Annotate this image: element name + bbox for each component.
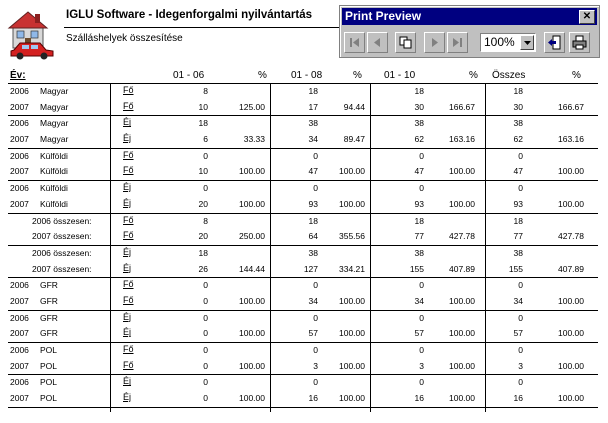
cell-pc3: 100.00 xyxy=(449,393,475,404)
printer-icon xyxy=(572,35,587,50)
cell-pc1: 100.00 xyxy=(239,360,265,371)
cell-v1: 0 xyxy=(203,328,208,339)
cell-v3: 155 xyxy=(409,263,424,274)
cell-label: Magyar xyxy=(40,101,69,112)
cell-v4: 0 xyxy=(518,312,523,323)
cell-pc3: 407.89 xyxy=(449,263,475,274)
cell-v1: 0 xyxy=(203,360,208,371)
cell-v2: 38 xyxy=(308,247,318,258)
table-row xyxy=(8,359,598,376)
cell-v2: 57 xyxy=(308,328,318,339)
table-row xyxy=(8,311,598,327)
cell-fa: Éj xyxy=(123,117,132,128)
cell-pc4: 100.00 xyxy=(558,198,584,209)
cell-v4: 38 xyxy=(513,247,523,258)
cell-v4: 77 xyxy=(513,231,523,242)
cell-year: 2007 xyxy=(10,101,29,112)
cell-label: Külföldi xyxy=(40,198,68,209)
cell-year: 2007 xyxy=(10,393,29,404)
cell-v1: 18 xyxy=(198,118,208,129)
cell-year: 2006 xyxy=(10,377,29,388)
cell-v2: 34 xyxy=(308,134,318,145)
cell-v4: 30 xyxy=(513,101,523,112)
cell-pc2: 100.00 xyxy=(339,328,365,339)
cell-pc3: 100.00 xyxy=(449,328,475,339)
last-page-button[interactable] xyxy=(447,32,468,53)
cell-pc4: 163.16 xyxy=(558,134,584,145)
cell-fa: Fő xyxy=(123,344,134,354)
zoom-dropdown-button[interactable] xyxy=(520,35,534,50)
table-row xyxy=(8,100,598,117)
cell-v3: 0 xyxy=(419,345,424,355)
cell-year: 2006 xyxy=(10,312,29,323)
copy-pages-icon xyxy=(398,35,413,50)
table-row xyxy=(8,84,598,100)
table-row xyxy=(8,326,598,343)
cell-v4: 93 xyxy=(513,198,523,209)
cell-v3: 38 xyxy=(414,247,424,258)
cell-fa: Éj xyxy=(123,262,132,273)
cell-v1: 8 xyxy=(203,86,208,96)
cell-pc4: 100.00 xyxy=(558,328,584,339)
print-preview-titlebar[interactable] xyxy=(342,8,597,25)
cell-v3: 30 xyxy=(414,101,424,112)
col-pct-2: % xyxy=(353,70,362,81)
cell-fa: Fő xyxy=(123,85,134,95)
cell-fa: Fő xyxy=(123,294,134,305)
first-page-button[interactable] xyxy=(344,32,365,53)
cell-fa: Éj xyxy=(123,246,132,257)
cell-v2: 34 xyxy=(308,295,318,306)
cell-fa: Fő xyxy=(123,359,134,370)
cell-v4: 62 xyxy=(513,134,523,145)
cell-label: Magyar xyxy=(40,118,69,129)
cell-v4: 3 xyxy=(518,360,523,371)
cell-pc2: 100.00 xyxy=(339,166,365,177)
cell-v3: 38 xyxy=(414,118,424,129)
cell-pc2: 100.00 xyxy=(339,360,365,371)
table-row xyxy=(8,246,598,262)
cell-pc4: 100.00 xyxy=(558,360,584,371)
cell-year: 2006 xyxy=(10,345,29,355)
cell-pc3: 100.00 xyxy=(449,166,475,177)
col-period-2: 01 - 08 xyxy=(291,70,323,81)
cell-v4: 57 xyxy=(513,328,523,339)
cell-pc1: 144.44 xyxy=(239,263,265,274)
cell-pc2: 94.44 xyxy=(343,101,365,112)
col-period-1: 01 - 06 xyxy=(173,70,205,81)
cell-v1: 10 xyxy=(198,166,208,177)
copy-button[interactable] xyxy=(395,32,416,53)
cell-v4: 18 xyxy=(513,215,523,226)
cell-v2: 16 xyxy=(308,393,318,404)
next-page-button[interactable] xyxy=(424,32,445,53)
cell-label: GFR xyxy=(40,328,58,339)
col-pct-4: % xyxy=(572,70,581,81)
cell-fa: Fő xyxy=(123,165,134,176)
report-title: Szálláshelyek összesítése xyxy=(66,33,183,44)
cell-v1: 0 xyxy=(203,280,208,291)
cell-label: Magyar xyxy=(40,86,69,96)
cell-label: POL xyxy=(40,393,58,404)
table-row xyxy=(8,343,598,359)
cell-v3: 0 xyxy=(419,377,424,388)
cell-year: 2006 xyxy=(10,150,29,161)
cell-v2: 0 xyxy=(313,150,318,161)
cell-pc4: 166.67 xyxy=(558,101,584,112)
report-column-header xyxy=(8,70,598,83)
cell-pc1: 33.33 xyxy=(243,134,265,145)
cell-year: 2006 xyxy=(10,86,29,96)
cell-pc3: 163.16 xyxy=(449,134,475,145)
cell-v2: 127 xyxy=(303,263,318,274)
cell-v1: 0 xyxy=(203,345,208,355)
cell-v2: 38 xyxy=(308,118,318,129)
cell-label: GFR xyxy=(40,280,58,291)
cell-v3: 93 xyxy=(414,198,424,209)
cell-label: GFR xyxy=(40,312,58,323)
cell-pc2: 100.00 xyxy=(339,295,365,306)
cell-v2: 0 xyxy=(313,312,318,323)
cell-year: 2007 xyxy=(10,198,29,209)
cell-v1: 0 xyxy=(203,183,208,194)
cell-v3: 18 xyxy=(414,215,424,226)
cell-v3: 0 xyxy=(419,280,424,291)
cell-v2: 64 xyxy=(308,231,318,242)
cell-label: 2007 összesen: xyxy=(32,263,92,274)
cell-v2: 18 xyxy=(308,86,318,96)
cell-v2: 17 xyxy=(308,101,318,112)
table-row xyxy=(8,116,598,132)
cell-v1: 20 xyxy=(198,198,208,209)
col-period-3: 01 - 10 xyxy=(384,70,416,81)
cell-label: Külföldi xyxy=(40,183,68,194)
cell-v1: 18 xyxy=(198,247,208,258)
cell-fa: Fő xyxy=(123,214,134,225)
cell-v1: 0 xyxy=(203,312,208,323)
cell-pc3: 166.67 xyxy=(449,101,475,112)
table-row xyxy=(8,214,598,230)
cell-fa: Éj xyxy=(123,133,132,144)
cell-pc2: 100.00 xyxy=(339,393,365,404)
previous-page-icon xyxy=(370,35,385,50)
cell-year: 2006 xyxy=(10,118,29,129)
cell-v2: 3 xyxy=(313,360,318,371)
cell-year: 2007 xyxy=(10,166,29,177)
zoom-select[interactable] xyxy=(480,33,536,52)
cell-v4: 155 xyxy=(508,263,523,274)
cell-v1: 0 xyxy=(203,393,208,404)
exit-door-icon xyxy=(547,35,562,50)
cell-pc1: 100.00 xyxy=(239,166,265,177)
cell-pc2: 355.56 xyxy=(339,231,365,242)
cell-pc1: 100.00 xyxy=(239,328,265,339)
cell-v3: 0 xyxy=(419,312,424,323)
cell-year: 2007 xyxy=(10,134,29,145)
cell-label: Magyar xyxy=(40,134,69,145)
col-total: Összes xyxy=(492,70,526,81)
cell-pc1: 125.00 xyxy=(239,101,265,112)
app-title: IGLU Software - Idegenforgalmi nyilvántartás xyxy=(66,9,313,21)
cell-v2: 47 xyxy=(308,166,318,177)
exit-button[interactable] xyxy=(544,32,565,53)
cell-v3: 0 xyxy=(419,183,424,194)
cell-fa: Éj xyxy=(123,327,132,338)
cell-pc2: 334.21 xyxy=(339,263,365,274)
cell-v4: 34 xyxy=(513,295,523,306)
cell-v2: 0 xyxy=(313,280,318,291)
table-row xyxy=(8,132,598,149)
col-pct-1: % xyxy=(258,70,267,81)
cell-v1: 0 xyxy=(203,377,208,388)
cell-label: POL xyxy=(40,345,58,355)
cell-v4: 0 xyxy=(518,183,523,194)
cell-v1: 0 xyxy=(203,295,208,306)
zoom-value: 100% xyxy=(484,35,515,49)
cell-label: GFR xyxy=(40,295,58,306)
cell-pc4: 100.00 xyxy=(558,393,584,404)
print-button[interactable] xyxy=(569,32,590,53)
cell-year: 2007 xyxy=(10,295,29,306)
cell-fa: Fő xyxy=(123,100,134,111)
table-row xyxy=(8,391,598,408)
cell-pc4: 100.00 xyxy=(558,166,584,177)
cell-year: 2006 xyxy=(10,183,29,194)
cell-v1: 26 xyxy=(198,263,208,274)
cell-fa: Éj xyxy=(123,182,132,193)
cell-v4: 18 xyxy=(513,86,523,96)
next-page-icon xyxy=(427,35,442,50)
cell-v3: 34 xyxy=(414,295,424,306)
cell-v3: 57 xyxy=(414,328,424,339)
cell-v4: 47 xyxy=(513,166,523,177)
report-table xyxy=(8,84,598,408)
cell-v4: 0 xyxy=(518,280,523,291)
cell-v3: 47 xyxy=(414,166,424,177)
cell-pc1: 100.00 xyxy=(239,198,265,209)
house-car-logo-icon xyxy=(6,8,58,60)
cell-label: POL xyxy=(40,377,58,388)
cell-v3: 3 xyxy=(419,360,424,371)
cell-fa: Fő xyxy=(123,149,134,160)
close-button[interactable] xyxy=(579,10,595,24)
cell-v4: 0 xyxy=(518,150,523,161)
print-preview-title: Print Preview xyxy=(345,9,422,23)
cell-fa: Éj xyxy=(123,392,132,403)
cell-fa: Fő xyxy=(123,230,134,241)
cell-pc2: 89.47 xyxy=(343,134,365,145)
cell-v1: 0 xyxy=(203,150,208,161)
cell-year: 2006 xyxy=(10,280,29,291)
print-preview-window xyxy=(339,5,600,58)
title-divider xyxy=(64,27,340,28)
table-row xyxy=(8,164,598,181)
cell-v4: 38 xyxy=(513,118,523,129)
cell-v1: 20 xyxy=(198,231,208,242)
cell-pc2: 100.00 xyxy=(339,198,365,209)
cell-v3: 77 xyxy=(414,231,424,242)
cell-v2: 0 xyxy=(313,377,318,388)
cell-v3: 18 xyxy=(414,86,424,96)
cell-year: 2007 xyxy=(10,360,29,371)
chevron-down-icon xyxy=(524,41,531,45)
table-row xyxy=(8,149,598,165)
table-row xyxy=(8,181,598,197)
cell-pc4: 407.89 xyxy=(558,263,584,274)
cell-pc3: 100.00 xyxy=(449,360,475,371)
last-page-icon xyxy=(450,35,465,50)
table-row xyxy=(8,262,598,279)
cell-pc1: 250.00 xyxy=(239,231,265,242)
cell-pc4: 427.78 xyxy=(558,231,584,242)
cell-v3: 62 xyxy=(414,134,424,145)
first-page-icon xyxy=(347,35,362,50)
cell-v2: 0 xyxy=(313,183,318,194)
close-icon: ✕ xyxy=(582,11,592,22)
cell-v2: 0 xyxy=(313,345,318,355)
table-row xyxy=(8,229,598,246)
col-ev: Év: xyxy=(10,70,26,81)
table-row xyxy=(8,278,598,294)
cell-pc3: 100.00 xyxy=(449,295,475,306)
cell-label: 2007 összesen: xyxy=(32,231,92,242)
cell-fa: Éj xyxy=(123,197,132,208)
table-row xyxy=(8,375,598,391)
cell-label: Külföldi xyxy=(40,166,68,177)
cell-label: Külföldi xyxy=(40,150,68,161)
cell-pc3: 100.00 xyxy=(449,198,475,209)
cell-fa: Éj xyxy=(123,376,132,387)
cell-fa: Fő xyxy=(123,279,134,290)
cell-label: 2006 összesen: xyxy=(32,215,92,226)
cell-v1: 6 xyxy=(203,134,208,145)
cell-v4: 16 xyxy=(513,393,523,404)
table-row xyxy=(8,197,598,214)
cell-pc3: 427.78 xyxy=(449,231,475,242)
cell-v1: 10 xyxy=(198,101,208,112)
cell-pc1: 100.00 xyxy=(239,295,265,306)
cell-v2: 93 xyxy=(308,198,318,209)
cell-pc1: 100.00 xyxy=(239,393,265,404)
col-pct-3: % xyxy=(469,70,478,81)
cell-fa: Éj xyxy=(123,311,132,322)
cell-v1: 8 xyxy=(203,215,208,226)
cell-label: 2006 összesen: xyxy=(32,247,92,258)
cell-year: 2007 xyxy=(10,328,29,339)
table-row xyxy=(8,294,598,311)
cell-pc4: 100.00 xyxy=(558,295,584,306)
previous-page-button[interactable] xyxy=(367,32,388,53)
cell-label: POL xyxy=(40,360,58,371)
cell-v4: 0 xyxy=(518,345,523,355)
cell-v2: 18 xyxy=(308,215,318,226)
cell-v4: 0 xyxy=(518,377,523,388)
cell-v3: 16 xyxy=(414,393,424,404)
cell-v3: 0 xyxy=(419,150,424,161)
